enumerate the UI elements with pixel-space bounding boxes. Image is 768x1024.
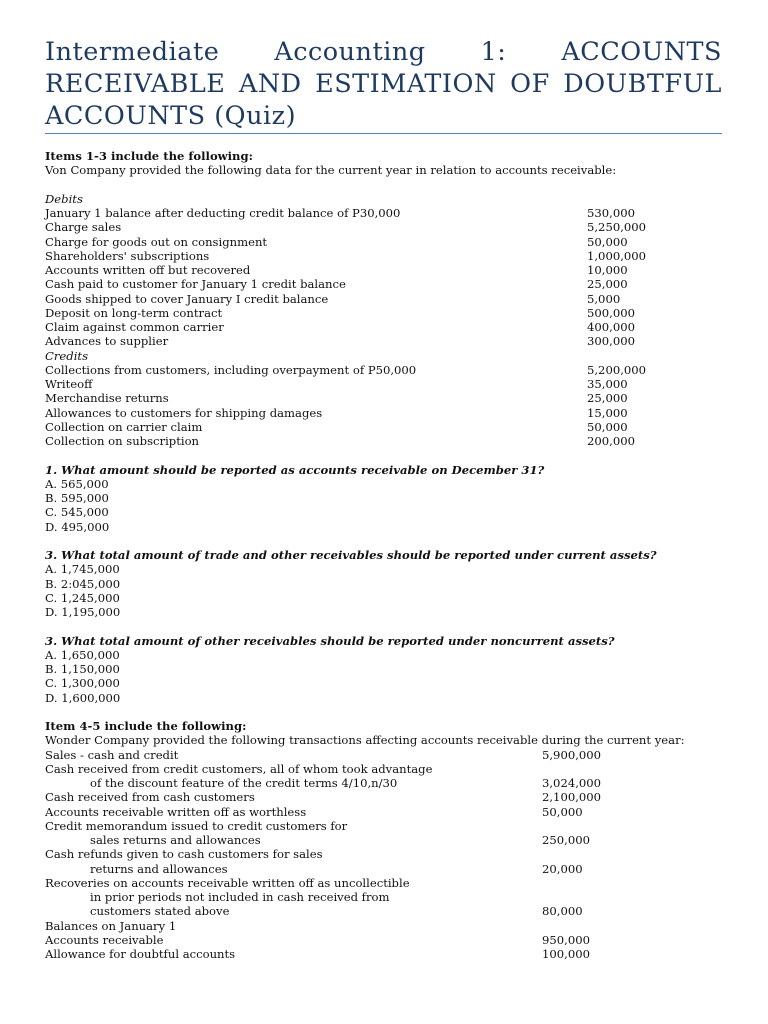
page-title: Intermediate Accounting 1: ACCOUNTS RECEIVABLE AND ESTIMATION OF DOUBTFUL ACCOUNTS (Quiz) [45,37,722,131]
transaction-label: sales returns and allowances [90,833,261,847]
question-text: 3. What total amount of other receivables should be reported under noncurrent assets? [45,633,615,648]
transaction-row [45,919,722,933]
question-block [45,634,722,705]
transaction-label: Recoveries on accounts receivable written off as uncollectible [45,875,410,890]
debit-amount: 5,000 [587,291,621,306]
transaction-label: Cash received from cash customers [45,790,255,805]
credit-label: Collection on subscription [45,434,200,448]
debit-row [45,277,722,291]
transaction-row [45,833,722,847]
answer-option: D. 1,600,000 [45,690,121,705]
debit-amount: 10,000 [587,263,628,277]
transaction-label: Accounts receivable written off as worthless [45,804,307,819]
transaction-row [45,904,722,918]
answer-option: D. 495,000 [45,519,110,534]
debit-row [45,249,722,263]
transaction-amount: 250,000 [542,833,590,847]
transaction-row [45,890,722,904]
debit-row [45,306,722,320]
answer-option: C. 1,300,000 [45,676,120,691]
document-body [45,149,722,961]
transaction-amount: 3,024,000 [542,776,602,790]
credit-label: Collections from customers, including overpayment of P50,000 [45,362,417,377]
transaction-row [45,819,722,833]
credit-label: Merchandise returns [45,391,169,406]
question-block [45,463,722,534]
debit-row [45,320,722,334]
answer-option: B. 595,000 [45,491,109,505]
credit-label: Allowances to customers for shipping damages [45,405,323,420]
transaction-row [45,776,722,790]
debit-label: Goods shipped to cover January I credit balance [45,291,329,306]
transaction-row [45,947,722,961]
transaction-label: customers stated above [90,904,230,919]
answer-option: C. 545,000 [45,505,109,520]
question-text: 1. What amount should be reported as accounts receivable on December 31? [45,462,545,477]
credit-row [45,406,722,420]
spacer [45,448,722,462]
debit-amount: 400,000 [587,320,635,334]
transaction-label: Credit memorandum issued to credit customers for [45,818,348,833]
question-block [45,548,722,619]
credit-row [45,377,722,391]
credit-amount: 15,000 [587,405,628,420]
answer-option: B. 1,150,000 [45,662,120,676]
transaction-label: in prior periods not included in cash received from [90,890,390,904]
transaction-row [45,805,722,819]
section1-heading: Items 1-3 include the following: [45,149,253,163]
debit-label: Shareholders' subscriptions [45,248,210,263]
credit-amount: 5,200,000 [587,362,647,377]
debit-label: Cash paid to customer for January 1 credit balance [45,277,346,292]
debit-amount: 25,000 [587,277,628,292]
transaction-row [45,748,722,762]
answer-option: C. 1,245,000 [45,590,120,605]
debit-amount: 50,000 [587,234,628,249]
transaction-amount: 100,000 [542,947,590,961]
section1-intro: Von Company provided the following data for the current year in relation to accounts receivable: [45,163,617,178]
debit-row [45,263,722,277]
transaction-label: Accounts receivable [45,932,164,947]
debit-amount: 1,000,000 [587,248,647,263]
transaction-label: Cash refunds given to cash customers for sales [45,847,323,862]
debit-label: Charge sales [45,220,122,235]
debits-label: Debits [45,191,83,206]
transaction-amount: 5,900,000 [542,747,602,762]
question-text: 3. What total amount of trade and other receivables should be reported under current assets? [45,548,657,562]
transaction-row [45,933,722,947]
debit-label: Accounts written off but recovered [45,263,251,277]
debit-row [45,235,722,249]
transaction-label: Allowance for doubtful accounts [45,947,236,961]
debit-amount: 5,250,000 [587,220,647,235]
debits-list [45,206,722,349]
transaction-amount: 2,100,000 [542,790,602,805]
debit-amount: 500,000 [587,305,635,320]
transaction-row [45,862,722,876]
transaction-amount: 50,000 [542,804,583,819]
spacer [45,619,722,633]
transaction-label: of the discount feature of the credit terms 4/10,n/30 [90,776,398,790]
debit-amount: 530,000 [587,206,635,220]
transaction-amount: 20,000 [542,861,583,876]
transaction-amount: 80,000 [542,904,583,919]
credit-amount: 35,000 [587,377,628,391]
transaction-row [45,762,722,776]
questions-list [45,448,722,719]
title-divider [45,133,722,134]
debit-row [45,334,722,348]
credit-row [45,420,722,434]
transaction-amount: 950,000 [542,932,590,947]
transaction-row [45,790,722,804]
answer-option: A. 1,650,000 [45,647,120,662]
debit-label: Charge for goods out on consignment [45,234,268,249]
transaction-row [45,876,722,890]
debit-row [45,206,722,220]
transactions-list [45,748,722,962]
debit-label: Advances to supplier [45,334,169,349]
answer-option: B. 2:045,000 [45,576,121,591]
transaction-label: returns and allowances [90,861,228,876]
credit-row [45,391,722,405]
credit-amount: 25,000 [587,391,628,406]
debit-amount: 300,000 [587,334,635,349]
answer-option: A. 565,000 [45,476,109,491]
credit-label: Writeoff [45,377,93,391]
spacer [45,705,722,719]
credit-row [45,434,722,448]
credits-list [45,363,722,449]
answer-option: D. 1,195,000 [45,605,121,619]
debit-label: Deposit on long-term contract [45,305,223,320]
transaction-row [45,847,722,861]
credit-label: Collection on carrier claim [45,419,203,434]
transaction-label: Sales - cash and credit [45,747,179,762]
credit-row [45,363,722,377]
answer-option: A. 1,745,000 [45,562,120,577]
section2-intro: Wonder Company provided the following transactions affecting accounts receivable during the current year: [45,733,685,748]
debit-row [45,292,722,306]
debit-label: Claim against common carrier [45,320,224,334]
spacer [45,534,722,548]
credit-amount: 50,000 [587,419,628,434]
debit-row [45,220,722,234]
credit-amount: 200,000 [587,434,635,448]
credits-label: Credits [45,348,89,363]
section2-heading: Item 4-5 include the following: [45,719,247,733]
transaction-label: Cash received from credit customers, all of whom took advantage [45,761,433,776]
debit-label: January 1 balance after deducting credit balance of P30,000 [45,206,401,220]
transaction-label: Balances on January 1 [45,918,177,933]
